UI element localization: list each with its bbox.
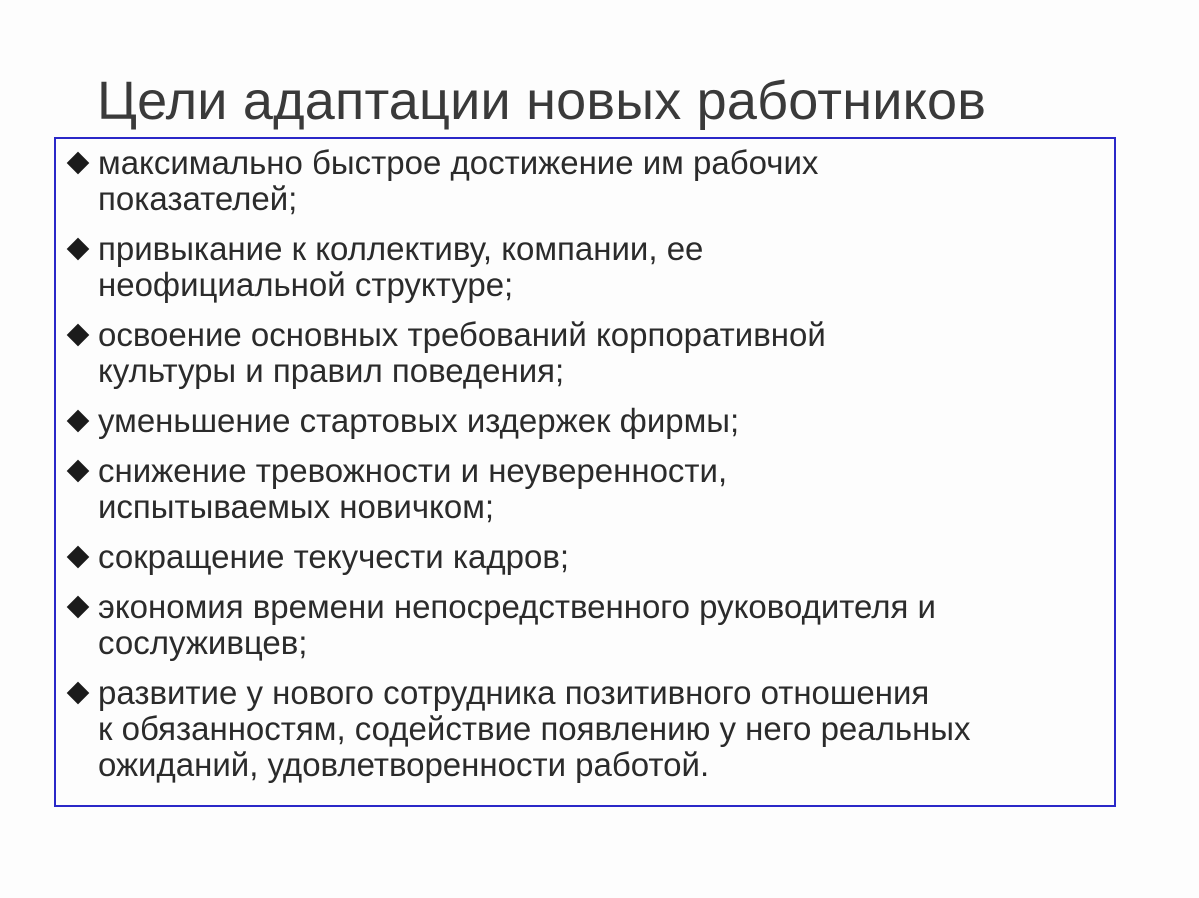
list-item <box>70 675 1106 783</box>
diamond-bullet-icon <box>67 596 90 619</box>
list-item <box>70 453 1106 525</box>
diamond-bullet-icon <box>67 152 90 175</box>
item-line: культуры и правил поведения; <box>98 352 565 389</box>
goals-list <box>70 145 1106 797</box>
goals-box <box>54 137 1116 807</box>
item-line: сокращение текучести кадров; <box>98 538 570 575</box>
diamond-bullet-icon <box>67 460 90 483</box>
list-item <box>70 403 1106 439</box>
list-item <box>70 589 1106 661</box>
list-item <box>70 539 1106 575</box>
diamond-bullet-icon <box>67 682 90 705</box>
item-line: к обязанностям, содействие появлению у него реальных <box>98 710 971 747</box>
item-line: сослуживцев; <box>98 624 308 661</box>
item-line: снижение тревожности и неуверенности, <box>98 452 728 489</box>
item-line: развитие у нового сотрудника позитивного отношения <box>98 674 930 711</box>
list-item <box>70 231 1106 303</box>
slide-title: Цели адаптации новых работников <box>97 71 987 131</box>
item-line: освоение основных требований корпоративной <box>98 316 826 353</box>
item-line: ожиданий, удовлетворенности работой. <box>98 746 710 783</box>
diamond-bullet-icon <box>67 410 90 433</box>
diamond-bullet-icon <box>67 238 90 261</box>
list-item <box>70 317 1106 389</box>
diamond-bullet-icon <box>67 546 90 569</box>
item-line: экономия времени непосредственного руководителя и <box>98 588 936 625</box>
diamond-bullet-icon <box>67 324 90 347</box>
item-line: максимально быстрое достижение им рабочих <box>98 144 819 181</box>
item-line: испытываемых новичком; <box>98 488 495 525</box>
item-line: показателей; <box>98 180 298 217</box>
item-line: уменьшение стартовых издержек фирмы; <box>98 402 740 439</box>
item-line: привыкание к коллективу, компании, ее <box>98 230 704 267</box>
item-line: неофициальной структуре; <box>98 266 514 303</box>
list-item <box>70 145 1106 217</box>
